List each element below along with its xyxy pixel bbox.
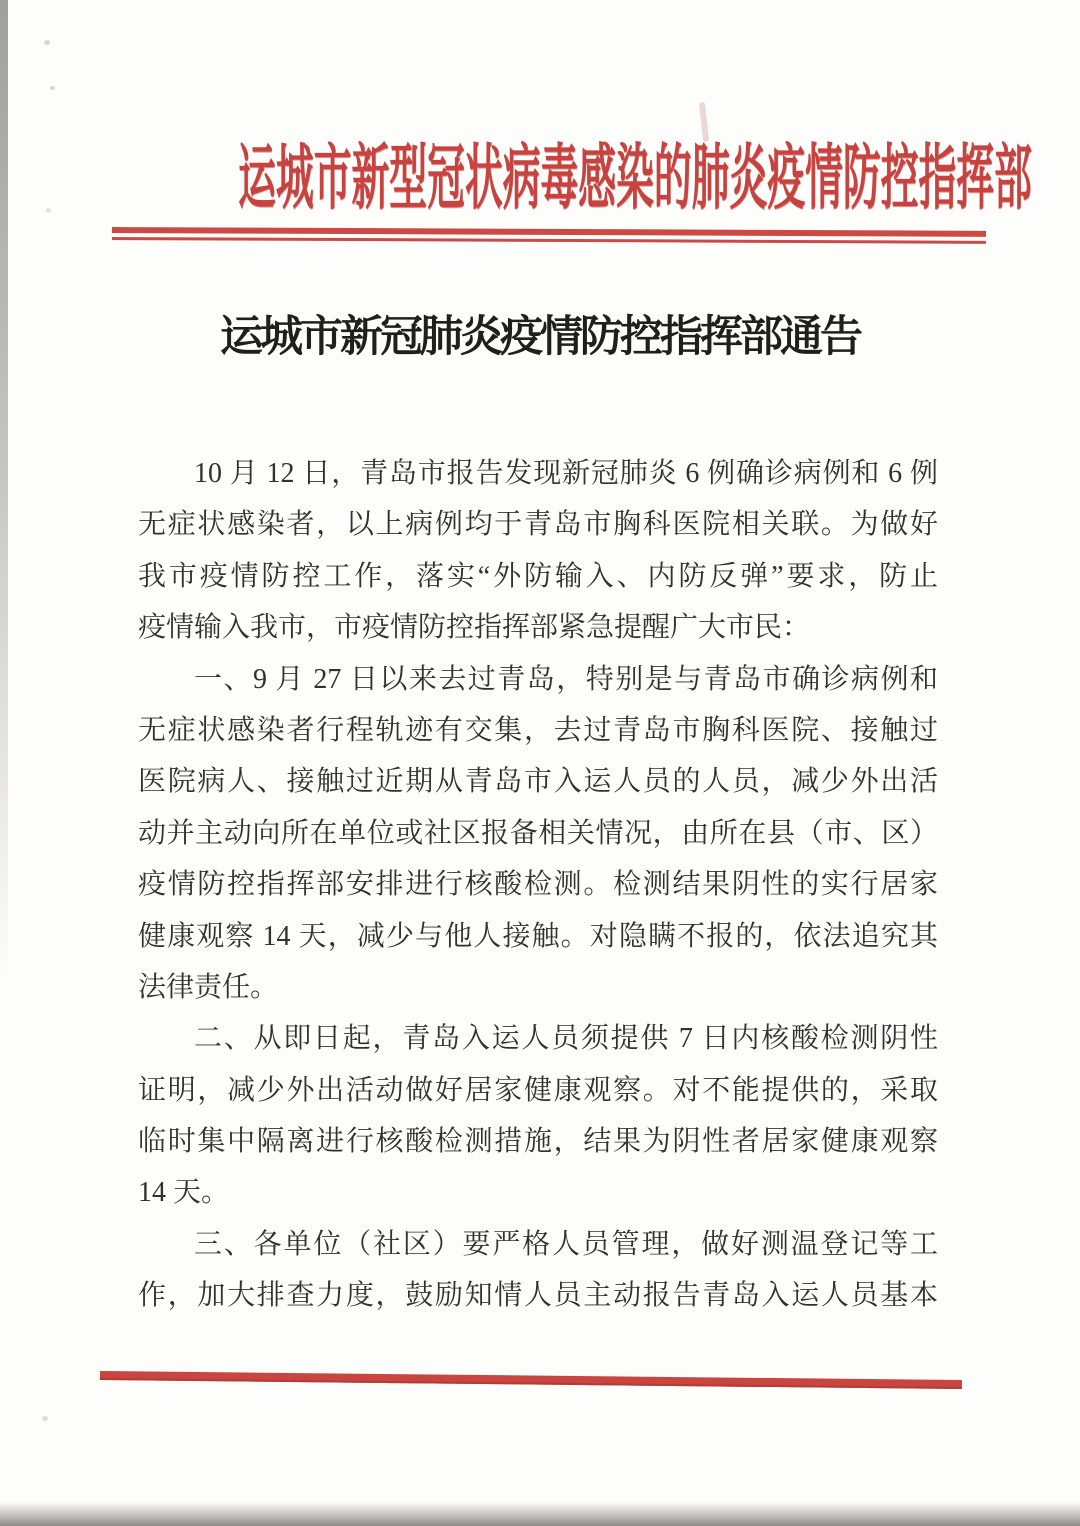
scan-fleck (44, 40, 50, 45)
letterhead-rule (112, 227, 986, 244)
body-line: 健康观察 14 天，减少与他人接触。对隐瞒不报的，依法追究其 (138, 920, 938, 952)
scan-smudge (699, 102, 709, 142)
notice-title: 运城市新冠肺炎疫情防控指挥部通告 (220, 314, 860, 361)
letterhead (0, 139, 1080, 218)
body-line: 医院病人、接触过近期从青岛市入运人员的人员，减少外出活 (138, 766, 938, 798)
body-line: 法律责任。 (138, 971, 279, 1003)
scan-edge-bottom (0, 1502, 1080, 1526)
body-line: 14 天。 (138, 1177, 230, 1209)
scan-fleck (46, 208, 51, 213)
scan-fleck (42, 1416, 48, 1421)
body-line: 作，加大排查力度，鼓励知情人员主动报告青岛入运人员基本 (138, 1280, 938, 1312)
body-line: 动并主动向所在单位或社区报备相关情况，由所在县（市、区） (138, 817, 938, 849)
body-line: 三、各单位（社区）要严格人员管理，做好测温登记等工 (194, 1228, 938, 1260)
notice-body (138, 448, 938, 1322)
scan-fleck (50, 86, 55, 90)
body-line: 证明，减少外出活动做好居家健康观察。对不能提供的，采取 (138, 1074, 938, 1106)
body-line: 无症状感染者行程轨迹有交集，去过青岛市胸科医院、接触过 (138, 714, 938, 746)
body-line: 临时集中隔离进行核酸检测措施，结果为阴性者居家健康观察 (138, 1126, 938, 1158)
body-line: 二、从即日起，青岛入运人员须提供 7 日内核酸检测阴性 (194, 1023, 938, 1055)
footer-rule (100, 1371, 962, 1389)
body-line: 疫情输入我市，市疫情防控指挥部紧急提醒广大市民： (138, 612, 811, 644)
body-line: 我市疫情防控工作，落实“外防输入、内防反弹”要求，防止 (138, 560, 938, 592)
body-line: 无症状感染者，以上病例均于青岛市胸科医院相关联。为做好 (138, 509, 938, 541)
body-line: 一、9 月 27 日以来去过青岛，特别是与青岛市确诊病例和 (194, 663, 938, 695)
letterhead-title: 运城市新型冠状病毒感染的肺炎疫情防控指挥部 (238, 139, 1032, 218)
body-line: 10 月 12 日，青岛市报告发现新冠肺炎 6 例确诊病例和 6 例 (194, 458, 938, 489)
body-line: 疫情防控指挥部安排进行核酸检测。检测结果阴性的实行居家 (138, 869, 938, 901)
